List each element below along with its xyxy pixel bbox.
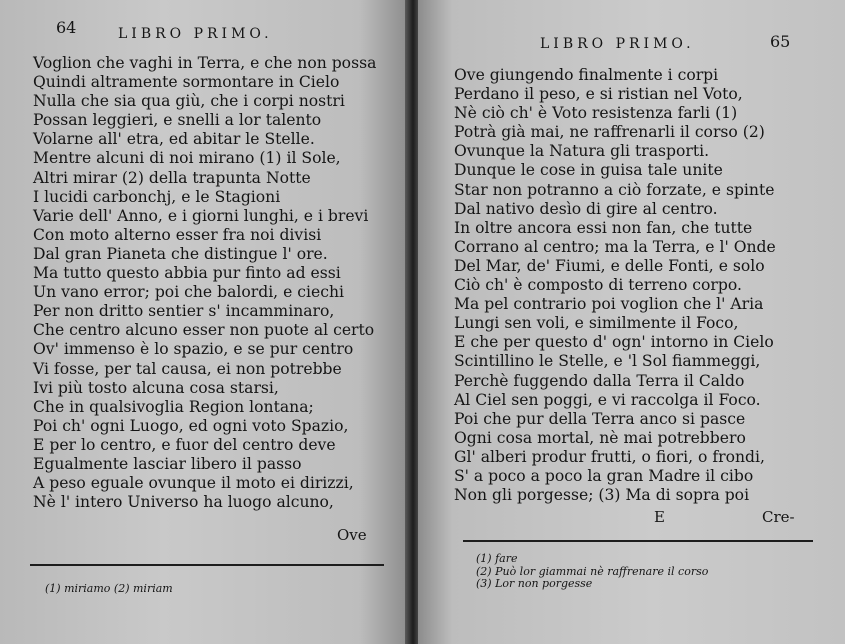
- verse-line: I lucidi carbonchj, e le Stagioni: [33, 187, 281, 206]
- verse-line: Nè l' intero Universo ha luogo alcuno,: [33, 493, 334, 512]
- verse-line: Altri mirar (2) della trapunta Notte: [33, 168, 311, 187]
- verse-line: Ciò ch' è composto di terreno corpo.: [454, 276, 742, 295]
- verse-line: E che per questo d' ogn' intorno in Cielo: [454, 333, 774, 352]
- verse-line: E per lo centro, e fuor del centro deve: [33, 435, 336, 454]
- footnote-line: (3) Lor non porgesse: [476, 577, 593, 590]
- left-page-number: 64: [56, 18, 77, 37]
- verse-line: Nulla che sia qua giù, che i corpi nostri: [33, 92, 345, 111]
- verse-line: Ogni cosa mortal, nè mai potrebbero: [454, 428, 746, 447]
- verse-line: Dal nativo desìo di gire al centro.: [454, 199, 718, 218]
- footnote-line: (2) Può lor giammai nè raffrenare il corso: [476, 564, 709, 578]
- right-footnotes: [476, 553, 708, 591]
- verse-line: Dunque le cose in guisa tale unite: [454, 161, 723, 180]
- verse-line: Varie dell' Anno, e i giorni lunghi, e i brevi: [33, 206, 369, 225]
- left-footnotes: (1) miriamo (2) miriam: [45, 582, 173, 595]
- verse-line: Ivi più tosto alcuna cosa starsi,: [33, 378, 279, 397]
- verse-line: Dal gran Pianeta che distingue l' ore.: [33, 244, 328, 263]
- verse-line: Ovunque la Natura gli trasporti.: [454, 142, 710, 161]
- left-running-header: LIBRO PRIMO.: [118, 26, 273, 42]
- left-page: [0, 0, 408, 644]
- verse-line: Potrà già mai, ne raffrenarli il corso (2): [454, 123, 765, 142]
- footnote-rule: [30, 564, 384, 566]
- right-page: [418, 0, 845, 644]
- verse-line: Poi ch' ogni Luogo, ed ogni voto Spazio,: [33, 416, 349, 435]
- verse-line: Perchè fuggendo dalla Terra il Caldo: [454, 371, 745, 390]
- verse-line: In oltre ancora essi non fan, che tutte: [454, 218, 753, 237]
- verse-line: Che in qualsivoglia Region lontana;: [33, 397, 314, 416]
- footnote-rule: [463, 540, 813, 542]
- right-page-number: 65: [770, 32, 791, 51]
- verse-line: Gl' alberi produr frutti, o fiori, o frondi,: [454, 447, 765, 466]
- verse-line: Poi che pur della Terra anco si pasce: [454, 409, 746, 428]
- verse-line: Al Ciel sen poggi, e vi raccolga il Foco.: [454, 390, 761, 409]
- verse-line: Volarne all' etra, ed abitar le Stelle.: [33, 130, 315, 149]
- verse-line: Ov' immenso è lo spazio, e se pur centro: [33, 340, 354, 359]
- verse-line: Vi fosse, per tal causa, ei non potrebbe: [33, 359, 342, 378]
- right-verse-block: [454, 66, 776, 505]
- left-verse-block: [33, 54, 376, 512]
- verse-line: Egualmente lasciar libero il passo: [33, 454, 302, 473]
- verse-line: Possan leggieri, e snelli a lor talento: [33, 111, 322, 130]
- signature-mark: E: [654, 508, 665, 526]
- verse-line: Ma pel contrario poi voglion che l' Aria: [454, 295, 764, 314]
- footnote-line: (1) fare: [476, 552, 518, 565]
- right-running-header: LIBRO PRIMO.: [540, 36, 695, 52]
- verse-line: Quindi altramente sormontare in Cielo: [33, 73, 340, 92]
- left-catchword: Ove: [337, 526, 367, 544]
- verse-line: Per non dritto sentier s' incamminaro,: [33, 302, 335, 321]
- verse-line: Un vano error; poi che balordi, e ciechi: [33, 283, 344, 302]
- verse-line: A peso eguale ovunque il moto ei dirizzi,: [33, 474, 354, 493]
- verse-line: Perdano il peso, e si ristian nel Voto,: [454, 85, 743, 104]
- right-catchword: Cre-: [762, 508, 795, 526]
- verse-line: Del Mar, de' Fiumi, e delle Fonti, e solo: [454, 256, 765, 275]
- verse-line: S' a poco a poco la gran Madre il cibo: [454, 466, 754, 485]
- verse-line: Non gli porgesse; (3) Ma di sopra poi: [454, 486, 750, 505]
- verse-line: Nè ciò ch' è Voto resistenza farli (1): [454, 104, 738, 123]
- verse-line: Voglion che vaghi in Terra, e che non possa: [33, 54, 377, 72]
- verse-line: Lungi sen voli, e similmente il Foco,: [454, 314, 739, 333]
- verse-line: Scintillino le Stelle, e 'l Sol fiammeggi,: [454, 352, 761, 371]
- verse-line: Ove giungendo finalmente i corpi: [454, 66, 719, 84]
- verse-line: Che centro alcuno esser non puote al certo: [33, 321, 375, 340]
- verse-line: Star non potranno a ciò forzate, e spinte: [454, 180, 775, 199]
- verse-line: Corrano al centro; ma la Terra, e l' Onde: [454, 237, 776, 256]
- verse-line: Mentre alcuni di noi mirano (1) il Sole,: [33, 149, 341, 168]
- verse-line: Ma tutto questo abbia pur finto ad essi: [33, 264, 341, 283]
- verse-line: Con moto alterno esser fra noi divisi: [33, 225, 322, 244]
